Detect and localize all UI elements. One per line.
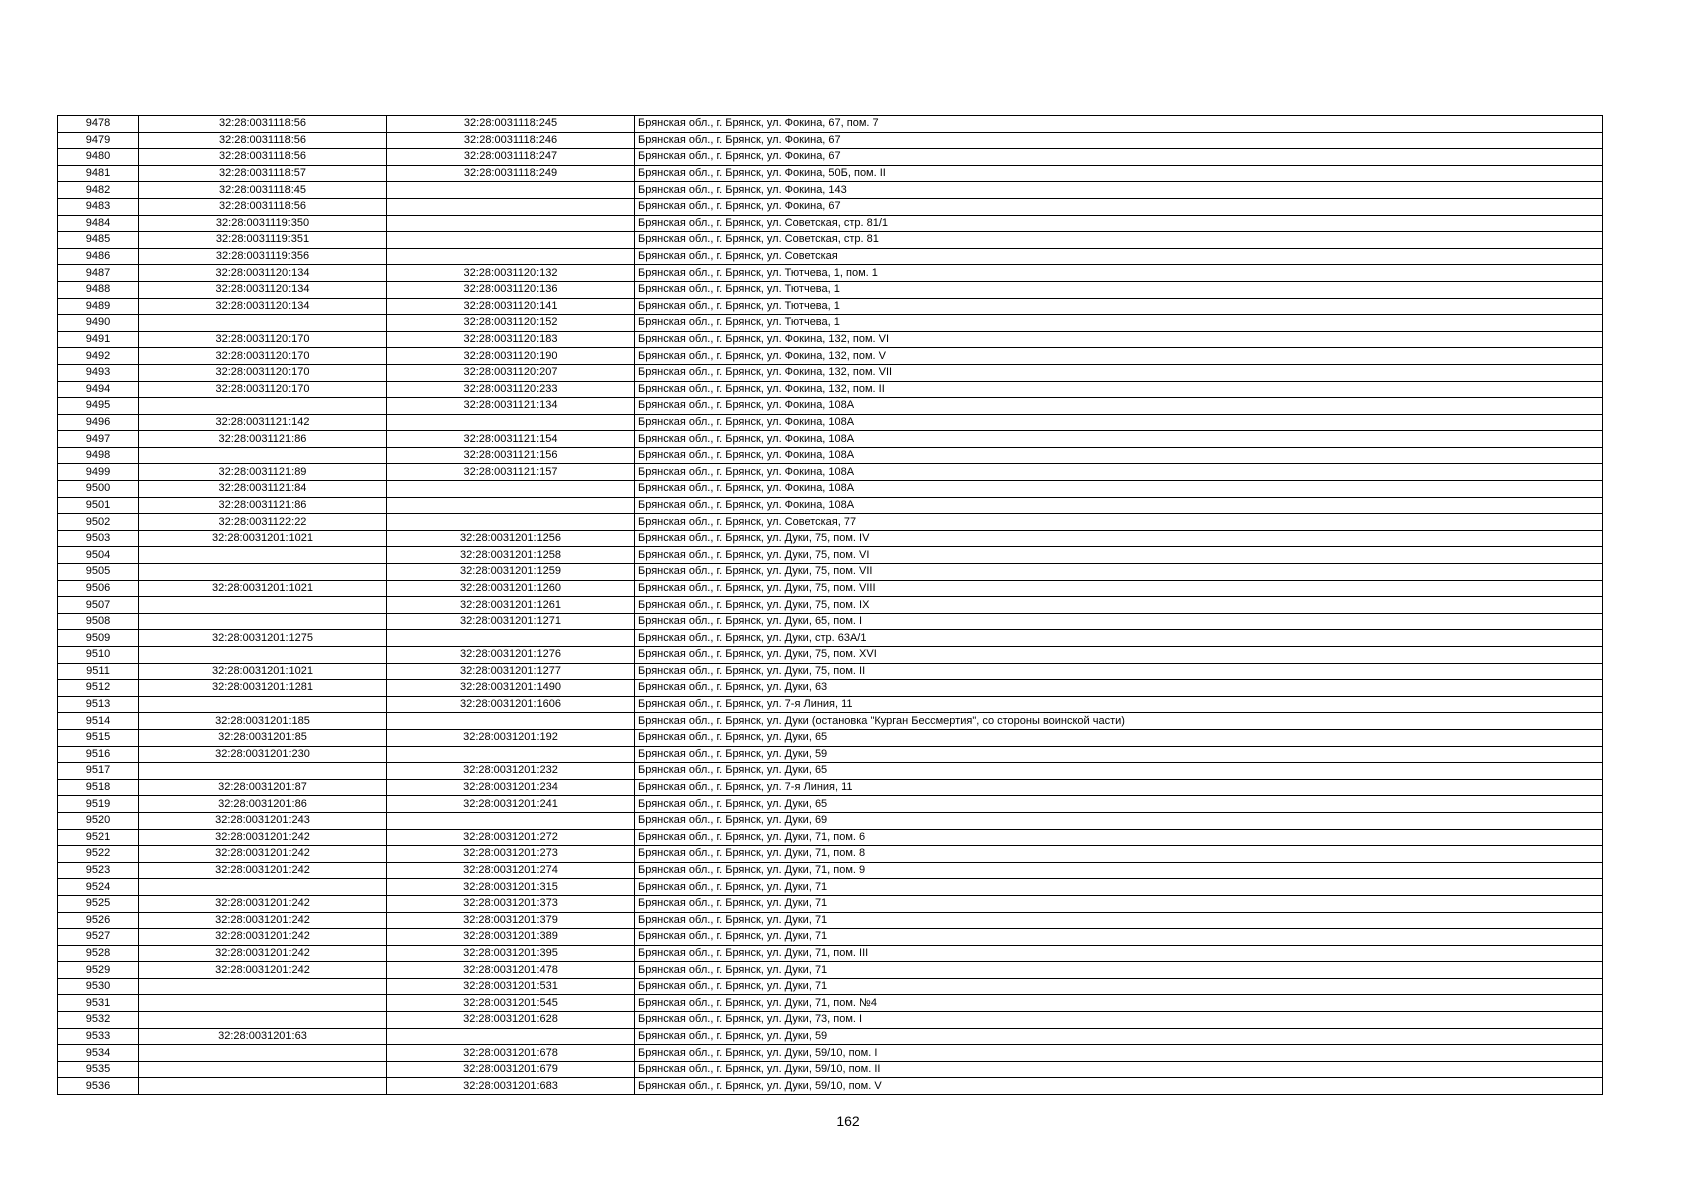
- register-table: [57, 115, 1603, 1095]
- land-plot-cadastral-cell: 32:28:0031201:1021: [139, 580, 387, 597]
- table-row: [58, 564, 1603, 581]
- table-row: [58, 198, 1603, 215]
- row-number-cell: 9482: [58, 182, 139, 199]
- table-row: [58, 1012, 1603, 1029]
- page-number: 162: [836, 1113, 860, 1129]
- object-cadastral-cell: 32:28:0031201:241: [387, 796, 635, 813]
- object-cadastral-cell: 32:28:0031201:1490: [387, 680, 635, 697]
- address-cell: Брянская обл., г. Брянск, ул. Фокина, 108А: [635, 447, 1603, 464]
- row-number-cell: 9500: [58, 481, 139, 498]
- row-number-cell: 9494: [58, 381, 139, 398]
- object-cadastral-cell: 32:28:0031121:134: [387, 398, 635, 415]
- object-cadastral-cell: [387, 1028, 635, 1045]
- table-row: [58, 248, 1603, 265]
- land-plot-cadastral-cell: [139, 447, 387, 464]
- table-row: [58, 215, 1603, 232]
- address-cell: Брянская обл., г. Брянск, ул. Советская: [635, 248, 1603, 265]
- land-plot-cadastral-cell: 32:28:0031119:350: [139, 215, 387, 232]
- land-plot-cadastral-cell: 32:28:0031201:242: [139, 912, 387, 929]
- address-cell: Брянская обл., г. Брянск, ул. Дуки, 71, пом. 9: [635, 862, 1603, 879]
- land-plot-cadastral-cell: [139, 564, 387, 581]
- land-plot-cadastral-cell: 32:28:0031120:134: [139, 281, 387, 298]
- table-row: [58, 132, 1603, 149]
- row-number-cell: 9514: [58, 713, 139, 730]
- address-cell: Брянская обл., г. Брянск, ул. Дуки, 71, пом. №4: [635, 995, 1603, 1012]
- land-plot-cadastral-cell: 32:28:0031119:351: [139, 232, 387, 249]
- land-plot-cadastral-cell: 32:28:0031120:170: [139, 381, 387, 398]
- object-cadastral-cell: 32:28:0031201:679: [387, 1061, 635, 1078]
- address-cell: Брянская обл., г. Брянск, ул. Тютчева, 1: [635, 281, 1603, 298]
- object-cadastral-cell: 32:28:0031121:157: [387, 464, 635, 481]
- table-row: [58, 763, 1603, 780]
- address-cell: Брянская обл., г. Брянск, ул. Дуки, 75, пом. IV: [635, 530, 1603, 547]
- object-cadastral-cell: [387, 746, 635, 763]
- row-number-cell: 9492: [58, 348, 139, 365]
- address-cell: Брянская обл., г. Брянск, ул. Дуки, 71, пом. 6: [635, 829, 1603, 846]
- land-plot-cadastral-cell: 32:28:0031201:242: [139, 962, 387, 979]
- table-row: [58, 729, 1603, 746]
- address-cell: Брянская обл., г. Брянск, ул. Дуки, 75, пом. VIII: [635, 580, 1603, 597]
- table-row: [58, 746, 1603, 763]
- address-cell: Брянская обл., г. Брянск, ул. Дуки, 59: [635, 1028, 1603, 1045]
- row-number-cell: 9505: [58, 564, 139, 581]
- row-number-cell: 9536: [58, 1078, 139, 1095]
- table-row: [58, 647, 1603, 664]
- address-cell: Брянская обл., г. Брянск, ул. Дуки, 59/10, пом. II: [635, 1061, 1603, 1078]
- row-number-cell: 9534: [58, 1045, 139, 1062]
- table-row: [58, 464, 1603, 481]
- address-cell: Брянская обл., г. Брянск, ул. Фокина, 143: [635, 182, 1603, 199]
- land-plot-cadastral-cell: [139, 1061, 387, 1078]
- address-cell: Брянская обл., г. Брянск, ул. Фокина, 132, пом. V: [635, 348, 1603, 365]
- land-plot-cadastral-cell: 32:28:0031121:86: [139, 497, 387, 514]
- address-cell: Брянская обл., г. Брянск, ул. 7-я Линия, 11: [635, 779, 1603, 796]
- row-number-cell: 9489: [58, 298, 139, 315]
- row-number-cell: 9529: [58, 962, 139, 979]
- land-plot-cadastral-cell: [139, 597, 387, 614]
- land-plot-cadastral-cell: [139, 547, 387, 564]
- row-number-cell: 9506: [58, 580, 139, 597]
- land-plot-cadastral-cell: 32:28:0031118:45: [139, 182, 387, 199]
- land-plot-cadastral-cell: 32:28:0031201:242: [139, 829, 387, 846]
- table-row: [58, 298, 1603, 315]
- address-cell: Брянская обл., г. Брянск, ул. Дуки, 75, пом. IX: [635, 597, 1603, 614]
- object-cadastral-cell: 32:28:0031201:1259: [387, 564, 635, 581]
- object-cadastral-cell: [387, 182, 635, 199]
- table-row: [58, 796, 1603, 813]
- object-cadastral-cell: 32:28:0031201:678: [387, 1045, 635, 1062]
- address-cell: Брянская обл., г. Брянск, ул. Фокина, 67: [635, 149, 1603, 166]
- row-number-cell: 9522: [58, 846, 139, 863]
- object-cadastral-cell: 32:28:0031201:1261: [387, 597, 635, 614]
- table-row: [58, 116, 1603, 133]
- address-cell: Брянская обл., г. Брянск, ул. Дуки, 59: [635, 746, 1603, 763]
- land-plot-cadastral-cell: 32:28:0031201:242: [139, 862, 387, 879]
- object-cadastral-cell: [387, 514, 635, 531]
- row-number-cell: 9532: [58, 1012, 139, 1029]
- object-cadastral-cell: 32:28:0031201:192: [387, 729, 635, 746]
- row-number-cell: 9535: [58, 1061, 139, 1078]
- row-number-cell: 9485: [58, 232, 139, 249]
- land-plot-cadastral-cell: 32:28:0031201:86: [139, 796, 387, 813]
- address-cell: Брянская обл., г. Брянск, ул. Дуки, 71: [635, 978, 1603, 995]
- land-plot-cadastral-cell: [139, 978, 387, 995]
- object-cadastral-cell: 32:28:0031201:1606: [387, 696, 635, 713]
- land-plot-cadastral-cell: [139, 1045, 387, 1062]
- table-row: [58, 995, 1603, 1012]
- table-row: [58, 514, 1603, 531]
- table-row: [58, 663, 1603, 680]
- land-plot-cadastral-cell: 32:28:0031201:242: [139, 846, 387, 863]
- table-row: [58, 431, 1603, 448]
- address-cell: Брянская обл., г. Брянск, ул. Фокина, 132, пом. VI: [635, 331, 1603, 348]
- row-number-cell: 9483: [58, 198, 139, 215]
- row-number-cell: 9491: [58, 331, 139, 348]
- table-row: [58, 547, 1603, 564]
- address-cell: Брянская обл., г. Брянск, ул. Дуки, 69: [635, 812, 1603, 829]
- row-number-cell: 9524: [58, 879, 139, 896]
- row-number-cell: 9515: [58, 729, 139, 746]
- object-cadastral-cell: 32:28:0031201:395: [387, 945, 635, 962]
- address-cell: Брянская обл., г. Брянск, ул. Дуки, 71, пом. III: [635, 945, 1603, 962]
- row-number-cell: 9488: [58, 281, 139, 298]
- table-row: [58, 381, 1603, 398]
- row-number-cell: 9486: [58, 248, 139, 265]
- address-cell: Брянская обл., г. Брянск, ул. Фокина, 132, пом. II: [635, 381, 1603, 398]
- land-plot-cadastral-cell: 32:28:0031118:56: [139, 132, 387, 149]
- table-row: [58, 879, 1603, 896]
- address-cell: Брянская обл., г. Брянск, ул. Тютчева, 1: [635, 298, 1603, 315]
- table-row: [58, 398, 1603, 415]
- address-cell: Брянская обл., г. Брянск, ул. Дуки, стр. 63А/1: [635, 630, 1603, 647]
- address-cell: Брянская обл., г. Брянск, ул. Фокина, 108А: [635, 414, 1603, 431]
- object-cadastral-cell: 32:28:0031120:152: [387, 315, 635, 332]
- object-cadastral-cell: 32:28:0031201:272: [387, 829, 635, 846]
- object-cadastral-cell: 32:28:0031118:245: [387, 116, 635, 133]
- row-number-cell: 9499: [58, 464, 139, 481]
- table-row: [58, 912, 1603, 929]
- object-cadastral-cell: 32:28:0031201:274: [387, 862, 635, 879]
- address-cell: Брянская обл., г. Брянск, ул. Дуки, 75, пом. XVI: [635, 647, 1603, 664]
- address-cell: Брянская обл., г. Брянск, ул. Дуки (остановка "Курган Бессмертия", со стороны воинской части): [635, 713, 1603, 730]
- table-row: [58, 1061, 1603, 1078]
- row-number-cell: 9518: [58, 779, 139, 796]
- table-row: [58, 1028, 1603, 1045]
- object-cadastral-cell: 32:28:0031201:315: [387, 879, 635, 896]
- table-row: [58, 613, 1603, 630]
- address-cell: Брянская обл., г. Брянск, ул. Дуки, 71, пом. 8: [635, 846, 1603, 863]
- address-cell: Брянская обл., г. Брянск, ул. Дуки, 75, пом. VII: [635, 564, 1603, 581]
- table-row: [58, 696, 1603, 713]
- table-row: [58, 315, 1603, 332]
- table-row: [58, 630, 1603, 647]
- land-plot-cadastral-cell: 32:28:0031201:242: [139, 945, 387, 962]
- land-plot-cadastral-cell: [139, 398, 387, 415]
- address-cell: Брянская обл., г. Брянск, ул. Фокина, 108А: [635, 497, 1603, 514]
- row-number-cell: 9508: [58, 613, 139, 630]
- row-number-cell: 9528: [58, 945, 139, 962]
- land-plot-cadastral-cell: 32:28:0031201:85: [139, 729, 387, 746]
- object-cadastral-cell: [387, 198, 635, 215]
- land-plot-cadastral-cell: [139, 1012, 387, 1029]
- table-row: [58, 580, 1603, 597]
- table-row: [58, 348, 1603, 365]
- address-cell: Брянская обл., г. Брянск, ул. Советская, стр. 81/1: [635, 215, 1603, 232]
- address-cell: Брянская обл., г. Брянск, ул. Фокина, 67, пом. 7: [635, 116, 1603, 133]
- table-row: [58, 862, 1603, 879]
- land-plot-cadastral-cell: 32:28:0031201:63: [139, 1028, 387, 1045]
- row-number-cell: 9481: [58, 165, 139, 182]
- land-plot-cadastral-cell: 32:28:0031201:87: [139, 779, 387, 796]
- address-cell: Брянская обл., г. Брянск, ул. Дуки, 65: [635, 729, 1603, 746]
- object-cadastral-cell: [387, 713, 635, 730]
- address-cell: Брянская обл., г. Брянск, ул. Дуки, 59/10, пом. I: [635, 1045, 1603, 1062]
- land-plot-cadastral-cell: [139, 613, 387, 630]
- table-row: [58, 713, 1603, 730]
- row-number-cell: 9517: [58, 763, 139, 780]
- address-cell: Брянская обл., г. Брянск, ул. Фокина, 108А: [635, 481, 1603, 498]
- land-plot-cadastral-cell: 32:28:0031201:243: [139, 812, 387, 829]
- land-plot-cadastral-cell: 32:28:0031118:56: [139, 149, 387, 166]
- land-plot-cadastral-cell: [139, 995, 387, 1012]
- row-number-cell: 9525: [58, 895, 139, 912]
- object-cadastral-cell: [387, 481, 635, 498]
- table-row: [58, 1045, 1603, 1062]
- object-cadastral-cell: [387, 248, 635, 265]
- table-row: [58, 962, 1603, 979]
- land-plot-cadastral-cell: [139, 315, 387, 332]
- land-plot-cadastral-cell: 32:28:0031201:1021: [139, 530, 387, 547]
- row-number-cell: 9526: [58, 912, 139, 929]
- row-number-cell: 9484: [58, 215, 139, 232]
- row-number-cell: 9512: [58, 680, 139, 697]
- object-cadastral-cell: [387, 497, 635, 514]
- object-cadastral-cell: 32:28:0031120:132: [387, 265, 635, 282]
- table-row: [58, 497, 1603, 514]
- row-number-cell: 9479: [58, 132, 139, 149]
- land-plot-cadastral-cell: 32:28:0031121:84: [139, 481, 387, 498]
- address-cell: Брянская обл., г. Брянск, ул. Дуки, 71: [635, 962, 1603, 979]
- row-number-cell: 9519: [58, 796, 139, 813]
- row-number-cell: 9478: [58, 116, 139, 133]
- object-cadastral-cell: 32:28:0031120:183: [387, 331, 635, 348]
- object-cadastral-cell: 32:28:0031201:373: [387, 895, 635, 912]
- object-cadastral-cell: [387, 232, 635, 249]
- row-number-cell: 9516: [58, 746, 139, 763]
- table-row: [58, 481, 1603, 498]
- address-cell: Брянская обл., г. Брянск, ул. Дуки, 73, пом. I: [635, 1012, 1603, 1029]
- address-cell: Брянская обл., г. Брянск, ул. Фокина, 50Б, пом. II: [635, 165, 1603, 182]
- row-number-cell: 9498: [58, 447, 139, 464]
- table-row: [58, 978, 1603, 995]
- object-cadastral-cell: 32:28:0031120:136: [387, 281, 635, 298]
- object-cadastral-cell: 32:28:0031201:1277: [387, 663, 635, 680]
- row-number-cell: 9520: [58, 812, 139, 829]
- row-number-cell: 9497: [58, 431, 139, 448]
- table-row: [58, 945, 1603, 962]
- land-plot-cadastral-cell: 32:28:0031121:86: [139, 431, 387, 448]
- table-row: [58, 414, 1603, 431]
- table-row: [58, 281, 1603, 298]
- land-plot-cadastral-cell: 32:28:0031201:1281: [139, 680, 387, 697]
- object-cadastral-cell: 32:28:0031120:141: [387, 298, 635, 315]
- table-row: [58, 779, 1603, 796]
- table-row: [58, 895, 1603, 912]
- row-number-cell: 9490: [58, 315, 139, 332]
- row-number-cell: 9501: [58, 497, 139, 514]
- address-cell: Брянская обл., г. Брянск, ул. Фокина, 132, пом. VII: [635, 364, 1603, 381]
- land-plot-cadastral-cell: 32:28:0031201:230: [139, 746, 387, 763]
- row-number-cell: 9503: [58, 530, 139, 547]
- object-cadastral-cell: [387, 215, 635, 232]
- object-cadastral-cell: 32:28:0031201:683: [387, 1078, 635, 1095]
- land-plot-cadastral-cell: 32:28:0031118:57: [139, 165, 387, 182]
- table-row: [58, 812, 1603, 829]
- address-cell: Брянская обл., г. Брянск, ул. Дуки, 75, пом. VI: [635, 547, 1603, 564]
- row-number-cell: 9510: [58, 647, 139, 664]
- land-plot-cadastral-cell: 32:28:0031201:242: [139, 895, 387, 912]
- row-number-cell: 9511: [58, 663, 139, 680]
- row-number-cell: 9493: [58, 364, 139, 381]
- table-row: [58, 165, 1603, 182]
- table-row: [58, 331, 1603, 348]
- land-plot-cadastral-cell: 32:28:0031201:185: [139, 713, 387, 730]
- object-cadastral-cell: 32:28:0031201:628: [387, 1012, 635, 1029]
- object-cadastral-cell: 32:28:0031121:154: [387, 431, 635, 448]
- address-cell: Брянская обл., г. Брянск, ул. 7-я Линия, 11: [635, 696, 1603, 713]
- row-number-cell: 9509: [58, 630, 139, 647]
- land-plot-cadastral-cell: [139, 763, 387, 780]
- land-plot-cadastral-cell: 32:28:0031121:89: [139, 464, 387, 481]
- table-row: [58, 447, 1603, 464]
- table-row: [58, 149, 1603, 166]
- object-cadastral-cell: 32:28:0031201:234: [387, 779, 635, 796]
- land-plot-cadastral-cell: 32:28:0031201:1275: [139, 630, 387, 647]
- object-cadastral-cell: 32:28:0031201:478: [387, 962, 635, 979]
- row-number-cell: 9507: [58, 597, 139, 614]
- object-cadastral-cell: 32:28:0031120:233: [387, 381, 635, 398]
- object-cadastral-cell: 32:28:0031201:1276: [387, 647, 635, 664]
- table-row: [58, 829, 1603, 846]
- address-cell: Брянская обл., г. Брянск, ул. Советская, 77: [635, 514, 1603, 531]
- object-cadastral-cell: 32:28:0031201:1258: [387, 547, 635, 564]
- object-cadastral-cell: [387, 414, 635, 431]
- land-plot-cadastral-cell: [139, 1078, 387, 1095]
- row-number-cell: 9533: [58, 1028, 139, 1045]
- land-plot-cadastral-cell: 32:28:0031201:1021: [139, 663, 387, 680]
- address-cell: Брянская обл., г. Брянск, ул. Фокина, 67: [635, 132, 1603, 149]
- table-row: [58, 846, 1603, 863]
- object-cadastral-cell: 32:28:0031120:190: [387, 348, 635, 365]
- row-number-cell: 9527: [58, 929, 139, 946]
- land-plot-cadastral-cell: [139, 647, 387, 664]
- land-plot-cadastral-cell: 32:28:0031118:56: [139, 198, 387, 215]
- object-cadastral-cell: 32:28:0031201:1256: [387, 530, 635, 547]
- table-row: [58, 265, 1603, 282]
- row-number-cell: 9496: [58, 414, 139, 431]
- row-number-cell: 9502: [58, 514, 139, 531]
- address-cell: Брянская обл., г. Брянск, ул. Дуки, 71: [635, 895, 1603, 912]
- table-row: [58, 182, 1603, 199]
- object-cadastral-cell: [387, 630, 635, 647]
- land-plot-cadastral-cell: 32:28:0031119:356: [139, 248, 387, 265]
- land-plot-cadastral-cell: 32:28:0031120:134: [139, 265, 387, 282]
- table-row: [58, 1078, 1603, 1095]
- object-cadastral-cell: 32:28:0031201:1260: [387, 580, 635, 597]
- land-plot-cadastral-cell: 32:28:0031121:142: [139, 414, 387, 431]
- land-plot-cadastral-cell: 32:28:0031120:170: [139, 364, 387, 381]
- row-number-cell: 9531: [58, 995, 139, 1012]
- object-cadastral-cell: 32:28:0031201:1271: [387, 613, 635, 630]
- address-cell: Брянская обл., г. Брянск, ул. Дуки, 65, пом. I: [635, 613, 1603, 630]
- table-row: [58, 597, 1603, 614]
- object-cadastral-cell: 32:28:0031121:156: [387, 447, 635, 464]
- address-cell: Брянская обл., г. Брянск, ул. Дуки, 59/10, пом. V: [635, 1078, 1603, 1095]
- address-cell: Брянская обл., г. Брянск, ул. Дуки, 75, пом. II: [635, 663, 1603, 680]
- land-plot-cadastral-cell: 32:28:0031120:134: [139, 298, 387, 315]
- row-number-cell: 9480: [58, 149, 139, 166]
- object-cadastral-cell: [387, 812, 635, 829]
- land-plot-cadastral-cell: 32:28:0031120:170: [139, 331, 387, 348]
- address-cell: Брянская обл., г. Брянск, ул. Дуки, 65: [635, 763, 1603, 780]
- object-cadastral-cell: 32:28:0031118:246: [387, 132, 635, 149]
- object-cadastral-cell: 32:28:0031118:249: [387, 165, 635, 182]
- address-cell: Брянская обл., г. Брянск, ул. Фокина, 108А: [635, 431, 1603, 448]
- object-cadastral-cell: 32:28:0031201:545: [387, 995, 635, 1012]
- address-cell: Брянская обл., г. Брянск, ул. Дуки, 63: [635, 680, 1603, 697]
- object-cadastral-cell: 32:28:0031120:207: [387, 364, 635, 381]
- address-cell: Брянская обл., г. Брянск, ул. Дуки, 71: [635, 912, 1603, 929]
- object-cadastral-cell: 32:28:0031201:273: [387, 846, 635, 863]
- table-row: [58, 364, 1603, 381]
- address-cell: Брянская обл., г. Брянск, ул. Фокина, 108А: [635, 398, 1603, 415]
- object-cadastral-cell: 32:28:0031201:379: [387, 912, 635, 929]
- address-cell: Брянская обл., г. Брянск, ул. Фокина, 67: [635, 198, 1603, 215]
- land-plot-cadastral-cell: 32:28:0031118:56: [139, 116, 387, 133]
- row-number-cell: 9523: [58, 862, 139, 879]
- land-plot-cadastral-cell: 32:28:0031120:170: [139, 348, 387, 365]
- table-row: [58, 232, 1603, 249]
- land-plot-cadastral-cell: [139, 696, 387, 713]
- address-cell: Брянская обл., г. Брянск, ул. Тютчева, 1, пом. 1: [635, 265, 1603, 282]
- row-number-cell: 9495: [58, 398, 139, 415]
- object-cadastral-cell: 32:28:0031201:531: [387, 978, 635, 995]
- address-cell: Брянская обл., г. Брянск, ул. Советская, стр. 81: [635, 232, 1603, 249]
- address-cell: Брянская обл., г. Брянск, ул. Дуки, 71: [635, 929, 1603, 946]
- table-row: [58, 929, 1603, 946]
- object-cadastral-cell: 32:28:0031118:247: [387, 149, 635, 166]
- object-cadastral-cell: 32:28:0031201:389: [387, 929, 635, 946]
- address-cell: Брянская обл., г. Брянск, ул. Дуки, 65: [635, 796, 1603, 813]
- table-row: [58, 530, 1603, 547]
- row-number-cell: 9530: [58, 978, 139, 995]
- address-cell: Брянская обл., г. Брянск, ул. Тютчева, 1: [635, 315, 1603, 332]
- table-row: [58, 680, 1603, 697]
- address-cell: Брянская обл., г. Брянск, ул. Фокина, 108А: [635, 464, 1603, 481]
- row-number-cell: 9521: [58, 829, 139, 846]
- land-plot-cadastral-cell: 32:28:0031122:22: [139, 514, 387, 531]
- row-number-cell: 9513: [58, 696, 139, 713]
- register-table-body: [58, 116, 1603, 1095]
- object-cadastral-cell: 32:28:0031201:232: [387, 763, 635, 780]
- land-plot-cadastral-cell: 32:28:0031201:242: [139, 929, 387, 946]
- address-cell: Брянская обл., г. Брянск, ул. Дуки, 71: [635, 879, 1603, 896]
- land-plot-cadastral-cell: [139, 879, 387, 896]
- row-number-cell: 9487: [58, 265, 139, 282]
- row-number-cell: 9504: [58, 547, 139, 564]
